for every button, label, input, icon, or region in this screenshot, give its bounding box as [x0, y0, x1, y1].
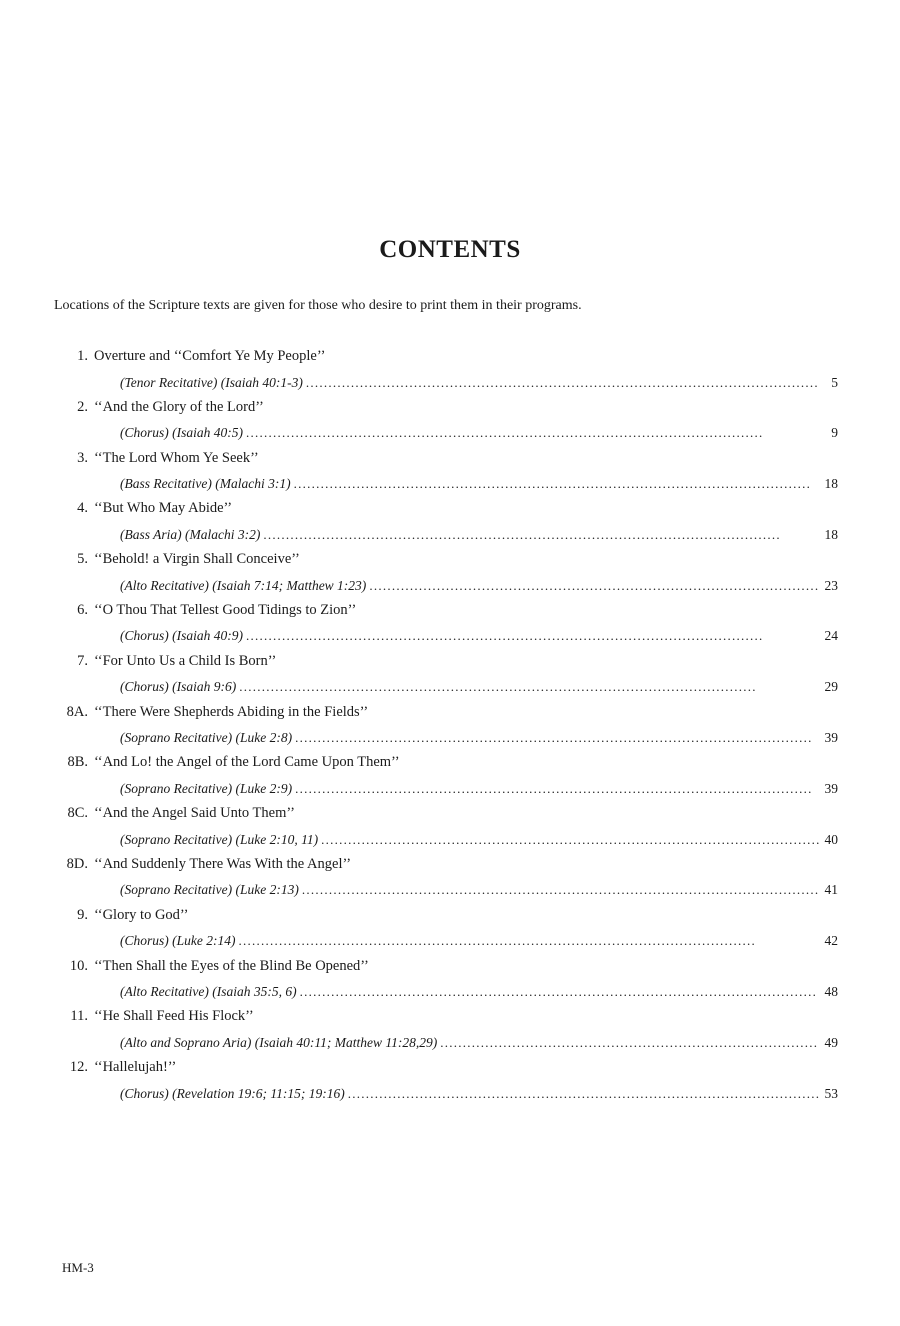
entry-number: 8A.: [66, 703, 88, 720]
entry-title: ‘‘For Unto Us a Child Is Born’’: [94, 652, 277, 669]
dot-leader: [295, 725, 819, 750]
dot-leader: [306, 370, 819, 395]
entry-page-number: 5: [831, 374, 838, 390]
dot-leader: [300, 979, 819, 1004]
dot-leader: [238, 928, 819, 953]
entry-page-number: 49: [824, 1034, 838, 1050]
entry-page-number: 18: [824, 526, 838, 542]
entry-page-number: 18: [824, 476, 838, 492]
entry-page-number: 41: [824, 882, 838, 898]
dot-leader: [348, 1081, 819, 1106]
dot-leader: [294, 471, 819, 496]
dot-leader: [321, 827, 819, 852]
entry-details: (Bass Recitative) (Malachi 3:1): [120, 476, 291, 492]
entry-number: 12.: [69, 1059, 88, 1076]
entry-page-number: 9: [831, 425, 838, 441]
entry-details: (Chorus) (Revelation 19:6; 11:15; 19:16): [120, 1085, 345, 1101]
entry-number: 8C.: [67, 805, 88, 822]
toc-entry: [52, 344, 838, 395]
entry-number: 7.: [77, 652, 88, 669]
entry-number: 9.: [77, 906, 88, 923]
entry-title: ‘‘He Shall Feed His Flock’’: [94, 1008, 254, 1025]
dot-leader: [239, 674, 819, 699]
entry-number: 6.: [77, 601, 88, 618]
toc-entry: [52, 598, 838, 649]
toc-entry: [52, 750, 838, 801]
entry-title: ‘‘Behold! a Virgin Shall Conceive’’: [94, 551, 300, 568]
toc-entry: [52, 649, 838, 700]
entry-title: ‘‘But Who May Abide’’: [94, 500, 233, 517]
entry-title: Overture and ‘‘Comfort Ye My People’’: [94, 348, 326, 364]
entry-details: (Tenor Recitative) (Isaiah 40:1-3): [120, 374, 303, 390]
entry-title: ‘‘Hallelujah!’’: [94, 1059, 177, 1076]
dot-leader: [440, 1030, 819, 1055]
entry-page-number: 24: [824, 628, 838, 644]
entry-number: 4.: [77, 500, 88, 517]
entry-details: (Alto Recitative) (Isaiah 7:14; Matthew 1:23): [120, 577, 367, 593]
entry-page-number: 53: [824, 1085, 838, 1101]
entry-details: (Chorus) (Isaiah 9:6): [120, 679, 237, 695]
page-title: CONTENTS: [379, 236, 521, 263]
entry-number: 11.: [70, 1008, 88, 1025]
entry-page-number: 39: [824, 780, 838, 796]
toc-entry: [52, 446, 838, 497]
entry-page-number: 23: [824, 577, 838, 593]
dot-leader: [295, 776, 819, 801]
toc-entry: [52, 547, 838, 598]
entry-title: ‘‘And Lo! the Angel of the Lord Came Upon Them’’: [94, 754, 400, 771]
dot-leader: [246, 623, 819, 648]
entry-title: ‘‘The Lord Whom Ye Seek’’: [94, 449, 259, 466]
toc-entry: [52, 700, 838, 751]
entry-number: 1.: [77, 348, 88, 364]
dot-leader: [263, 522, 819, 547]
entry-page-number: 48: [824, 984, 838, 1000]
entry-details: (Chorus) (Luke 2:14): [120, 933, 236, 949]
toc-entry: [52, 1055, 838, 1106]
entry-details: (Soprano Recitative) (Luke 2:10, 11): [120, 831, 319, 847]
toc-entry: [52, 852, 838, 903]
entry-details: (Soprano Recitative) (Luke 2:8): [120, 730, 293, 746]
toc-entry: [52, 1004, 838, 1055]
entry-title: ‘‘And the Angel Said Unto Them’’: [94, 805, 295, 822]
entry-title: ‘‘O Thou That Tellest Good Tidings to Zion’’: [94, 601, 357, 618]
entry-page-number: 29: [824, 679, 838, 695]
entry-details: (Alto and Soprano Aria) (Isaiah 40:11; Matthew 11:28,29): [120, 1034, 438, 1050]
entry-title: ‘‘Then Shall the Eyes of the Blind Be Opened’’: [94, 957, 369, 974]
footer-code: HM-3: [62, 1260, 94, 1275]
entry-title: ‘‘And the Glory of the Lord’’: [94, 398, 264, 415]
entry-number: 3.: [77, 449, 88, 466]
entry-details: (Chorus) (Isaiah 40:5): [120, 425, 243, 441]
entry-title: ‘‘Glory to God’’: [94, 906, 189, 923]
entry-details: (Soprano Recitative) (Luke 2:13): [120, 882, 299, 898]
entry-page-number: 39: [824, 730, 838, 746]
entry-number: 8D.: [66, 855, 88, 872]
dot-leader: [369, 573, 819, 598]
entry-number: 5.: [77, 551, 88, 568]
entry-number: 2.: [77, 398, 88, 415]
entry-title: ‘‘There Were Shepherds Abiding in the Fields’’: [94, 703, 369, 720]
entry-number: 10.: [69, 957, 88, 974]
toc-entry: [52, 903, 838, 954]
dot-leader: [302, 877, 819, 902]
entry-details: (Alto Recitative) (Isaiah 35:5, 6): [120, 984, 297, 1000]
toc-entry: [52, 954, 838, 1005]
entry-page-number: 40: [824, 831, 838, 847]
entry-details: (Soprano Recitative) (Luke 2:9): [120, 780, 293, 796]
toc-entry: [52, 801, 838, 852]
entry-page-number: 42: [824, 933, 838, 949]
intro-text: Locations of the Scripture texts are given for those who desire to print them in their programs.: [54, 298, 582, 313]
dot-leader: [246, 420, 819, 445]
entry-title: ‘‘And Suddenly There Was With the Angel’’: [94, 855, 352, 872]
entry-details: (Chorus) (Isaiah 40:9): [120, 628, 243, 644]
toc-entry: [52, 496, 838, 547]
entry-number: 8B.: [67, 754, 88, 771]
table-of-contents: [52, 344, 838, 1106]
entry-details: (Bass Aria) (Malachi 3:2): [120, 526, 261, 542]
toc-entry: [52, 395, 838, 446]
